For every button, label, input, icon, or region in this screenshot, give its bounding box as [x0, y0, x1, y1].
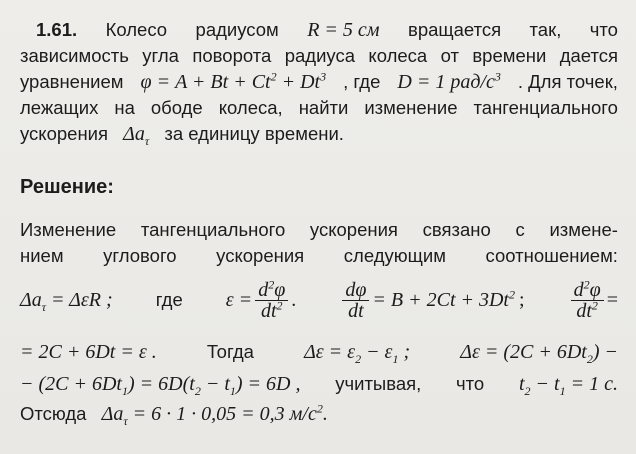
- second-derivative-fraction: $\frac{d^2\varphi}{dt^2}$: [571, 280, 604, 321]
- word: на: [114, 97, 135, 118]
- word: колеса,: [218, 97, 283, 118]
- word: уравнением: [20, 71, 124, 92]
- delta-a-tau: $\Delta a_\tau$: [123, 123, 150, 148]
- word: изменение: [364, 97, 458, 118]
- problem-line-2: [20, 44, 618, 68]
- solution-line-1: Изменение тангенциального ускорения связано с измене-: [20, 219, 618, 240]
- word: радиусом: [195, 19, 279, 40]
- word: колеса: [368, 45, 428, 66]
- word: , где: [343, 71, 381, 92]
- word: найти: [298, 97, 349, 118]
- angular-velocity-equation: $\frac{d\varphi}{dt}$ = $B + 2Ct + 3Dt^2$ ;: [339, 280, 524, 321]
- word: радиуса: [284, 45, 355, 66]
- word: . Для точек,: [517, 71, 618, 92]
- problem-line-1: [36, 18, 618, 42]
- delta-a-equation: $\Delta a_\tau = \Delta\varepsilon R$ ;: [20, 289, 113, 314]
- angle-equation: $\varphi = A + Bt + Ct^2 + Dt^3$: [140, 69, 327, 93]
- word: Колесо: [105, 19, 168, 40]
- problem-line-4: [20, 96, 618, 120]
- delta-epsilon-expansion: $\Delta\varepsilon = (2C + 6Dt_2)$ −: [460, 341, 618, 366]
- word: лежащих: [20, 97, 99, 118]
- word: вращается: [407, 19, 502, 40]
- word: угла: [142, 45, 179, 66]
- word: зависимость: [20, 45, 129, 66]
- solution-line-4: = 2C + 6Dt = ε . Тогда $\Delta\varepsilon = \varepsilon_2 - \varepsilon_1$ ; $\Delta\varepsilon = (2C + 6Dt_2)$ −: [20, 341, 618, 366]
- solution-line-6: Отсюда $\Delta a_\tau = 6 \cdot 1 \cdot 0,05 = 0,3$ $м/с^2$.: [20, 401, 328, 428]
- problem-line-3: [20, 70, 618, 94]
- problem-line-5: ускорения $\Delta a_\tau$ за единицу времени.: [20, 123, 344, 148]
- solution-heading: Решение:: [20, 176, 114, 198]
- final-answer: $\Delta a_\tau = 6 \cdot 1 \cdot 0,05 = 0,3$ $м/с^2$.: [101, 401, 328, 428]
- time-interval: $t_2 - t_1 = 1$ с.: [518, 373, 618, 398]
- delta-epsilon: $\Delta\varepsilon = \varepsilon_2 - \varepsilon_1$ ;: [304, 341, 411, 366]
- delta-epsilon-result: − $(2C + 6Dt_1) = 6D(t_2 - t_1) = 6D$ ,: [20, 373, 301, 398]
- second-derivative-equation: $\frac{d^2\varphi}{dt^2}$ =: [568, 280, 618, 321]
- solution-line-5: − $(2C + 6Dt_1) = 6D(t_2 - t_1) = 6D$ , учитывая, что $t_2 - t_1 = 1$ с.: [20, 373, 618, 398]
- solution-line-2: нием углового ускорения следующим соотношением:: [20, 245, 618, 266]
- word: дается: [559, 45, 618, 66]
- d-value: D = 1 рад/$с^3$: [397, 69, 501, 93]
- word: времени: [472, 45, 547, 66]
- word: что: [589, 19, 618, 40]
- radius-formula: R = 5 см: [307, 19, 380, 41]
- second-derivative-fraction: $\frac{d^2\varphi}{dt^2}$: [255, 280, 288, 321]
- word: так,: [529, 19, 562, 40]
- word: тангенциального: [473, 97, 618, 118]
- problem-number: 1.61.: [36, 19, 78, 40]
- word: ободе: [150, 97, 203, 118]
- epsilon-definition: ε = $\frac{d^2\varphi}{dt^2}$ .: [225, 276, 297, 322]
- word: от: [440, 45, 459, 66]
- solution-line-3: $\Delta a_\tau = \Delta\varepsilon R$ ; где ε = $\frac{d^2\varphi}{dt^2}$ . $\frac{d\varphi}{dt}$ = $B + 2Ct + 3Dt^2$ ; $\frac{d^2\varphi}{dt^2}$ =: [20, 276, 618, 322]
- first-derivative-fraction: $\frac{d\varphi}{dt}$: [342, 280, 369, 321]
- word: поворота: [192, 45, 272, 66]
